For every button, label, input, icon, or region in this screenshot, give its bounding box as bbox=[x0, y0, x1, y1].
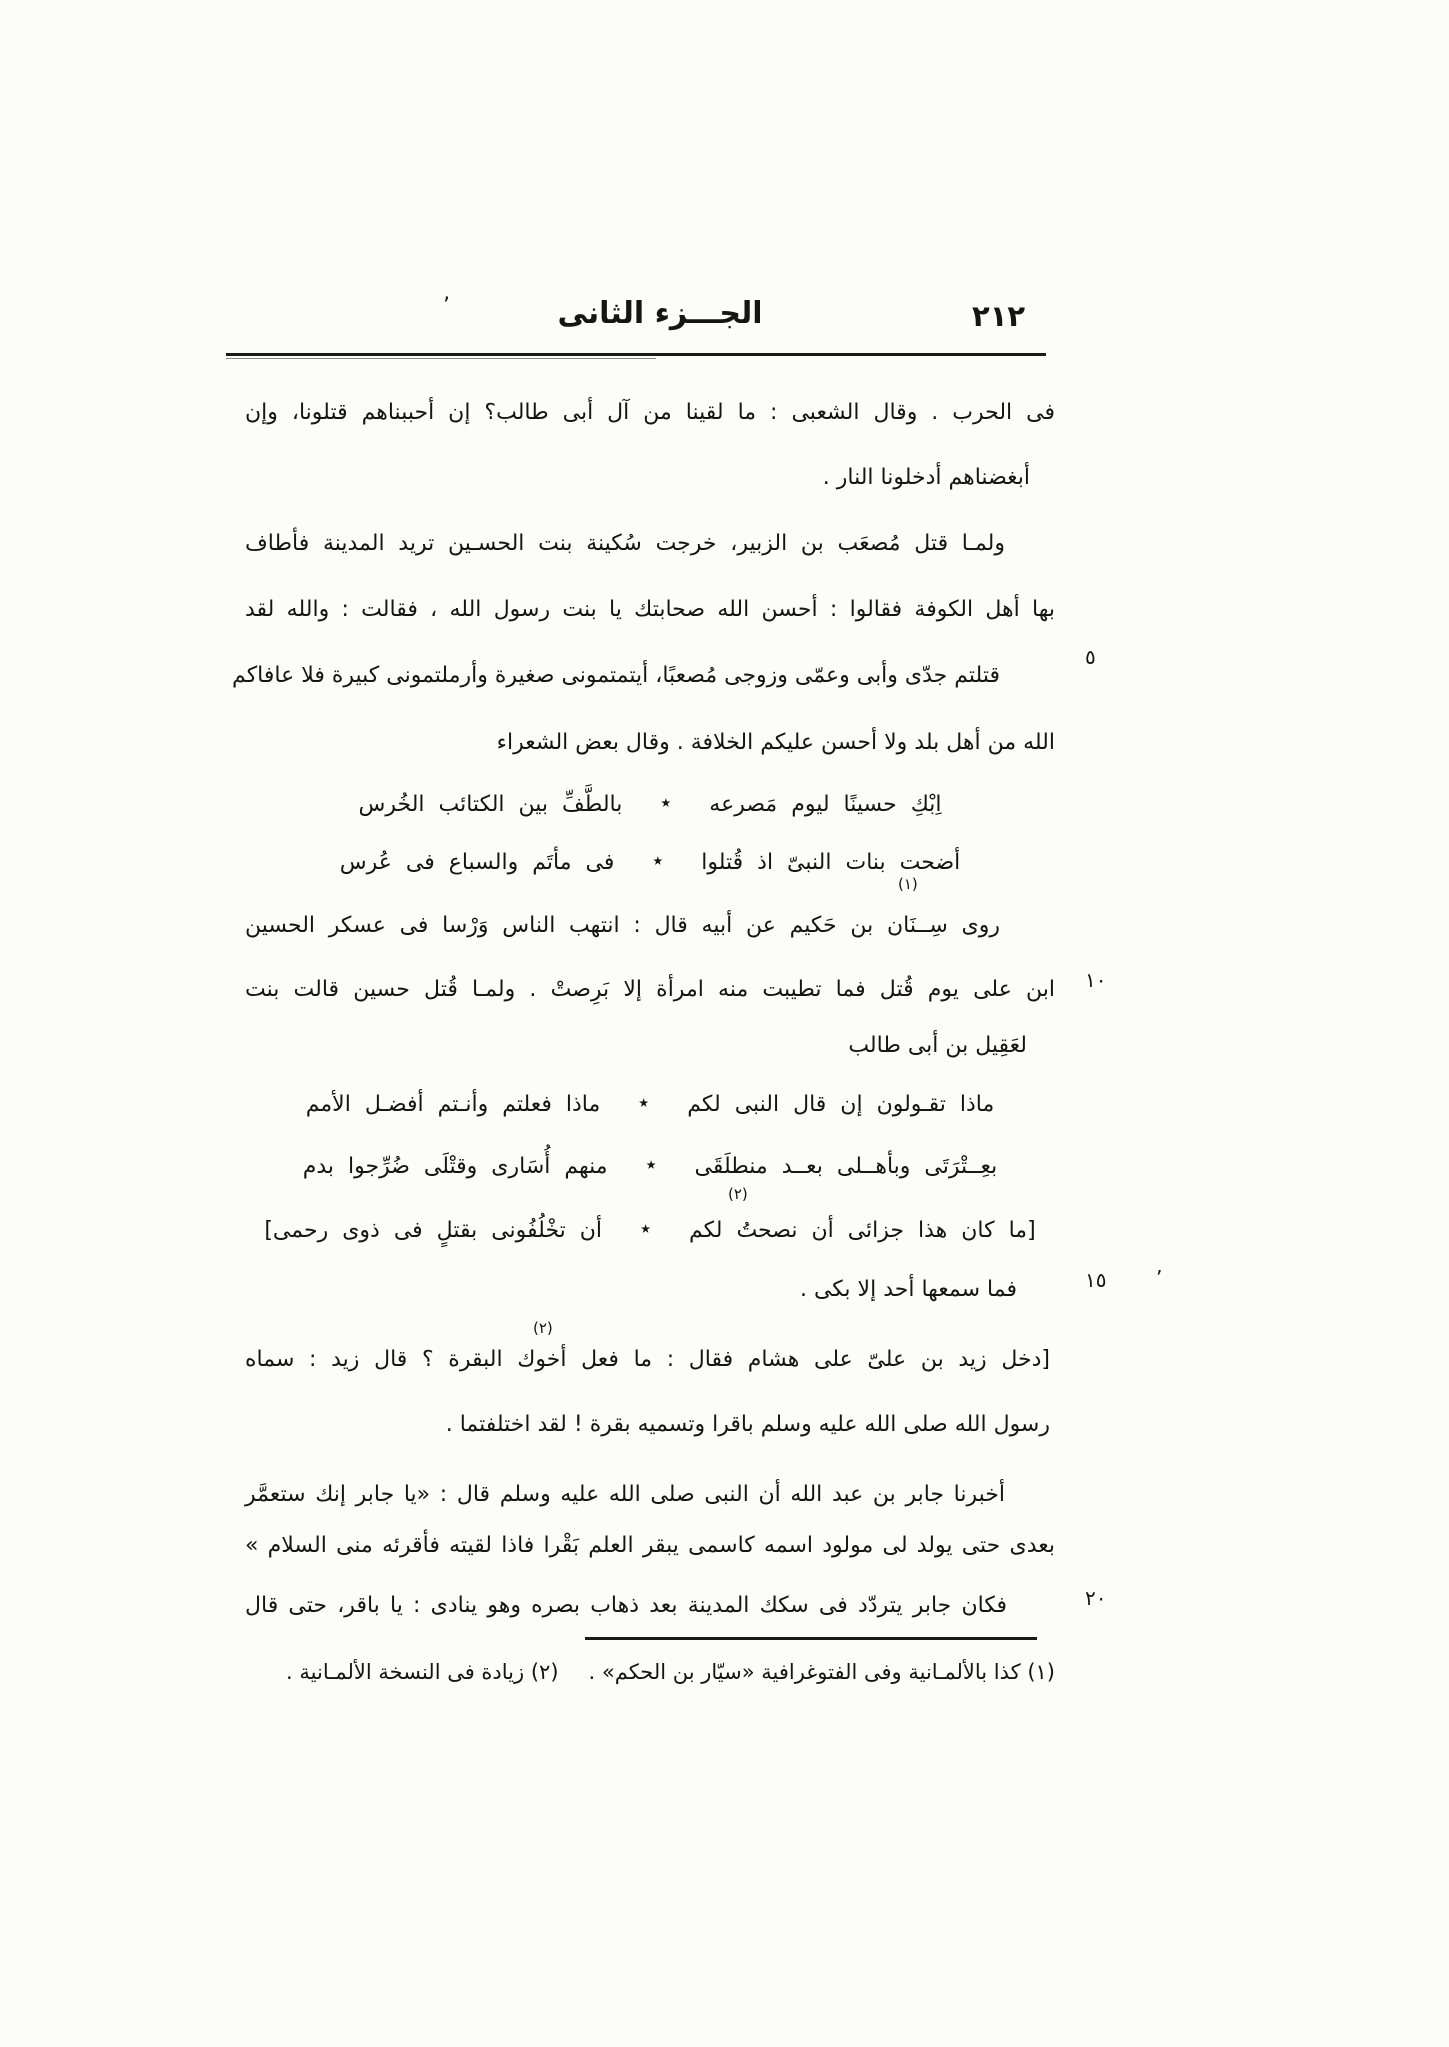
footnote bbox=[245, 1655, 1055, 1689]
margin-line-number: ٥ bbox=[1085, 645, 1096, 669]
verse-line bbox=[245, 784, 1055, 825]
hemistich-right: بعِــتْرَتَى وبأهــلى بعــد منطلَقَى bbox=[694, 1154, 998, 1179]
hemistich-left: بالطَّفِّ بين الكتائب الخُرس bbox=[358, 792, 623, 817]
hemistich-left: ماذا فعلتم وأنـتم أفضـل الأمم bbox=[305, 1092, 601, 1117]
text-line: قتلتم جدّى وأبى وعمّى وزوجى مُصعبًا، أيتمتمونى صغيرة وأرملتمونى كبيرة فلا عافاكم bbox=[232, 663, 1000, 688]
hemistich-separator-star: ٭ bbox=[660, 790, 672, 814]
footnote-item-2: (٢) زيادة فى النسخة الألمـانية . bbox=[286, 1660, 559, 1684]
hemistich-left: منهم أُسَارى وقتْلَى ضُرِّجوا بدم bbox=[302, 1154, 608, 1179]
page-number: ٢١٢ bbox=[972, 299, 1026, 333]
header-rule bbox=[226, 353, 1046, 356]
footnote-marker: (٢) bbox=[728, 1185, 748, 1203]
footnote-item-1: (١) كذا بالألمـانية وفى الفتوغرافية «سيّار بن الحكم» . bbox=[588, 1660, 1055, 1684]
text-line: أخبرنا جابر بن عبد الله أن النبى صلى الله عليه وسلم قال : «يا جابر إنك ستعمَّر bbox=[245, 1482, 1005, 1507]
margin-line-number: ١٥ bbox=[1085, 1268, 1107, 1292]
footnote-rule bbox=[585, 1637, 1037, 1640]
margin-line-number: ١٠ bbox=[1085, 968, 1107, 992]
header-rule-shadow bbox=[226, 358, 656, 359]
verse-line bbox=[245, 1084, 1055, 1125]
hemistich-separator-star: ٭ bbox=[638, 1090, 650, 1114]
page-title: الجـــزء الثانى bbox=[557, 296, 763, 331]
hemistich-right: أضحت بنات النبىّ اذ قُتلوا bbox=[701, 850, 961, 875]
text-line: بعدى حتى يولد لى مولود اسمه كاسمى يبقر العلم بَقْرا فاذا لقيته فأقرئه منى السلام » bbox=[245, 1533, 1055, 1558]
text-line: لعَقِيل بن أبى طالب bbox=[848, 1033, 1027, 1058]
verse-line bbox=[245, 1146, 1055, 1187]
text-line: ابن على يوم قُتل فما تطيبت منه امرأة إلا بَرِصتْ . ولمـا قُتل حسين قالت بنت bbox=[245, 977, 1055, 1002]
text-line: أبغضناهم أدخلونا النار . bbox=[822, 465, 1030, 490]
hemistich-separator-star: ٭ bbox=[652, 848, 664, 872]
text-line: فكان جابر يتردّد فى سكك المدينة بعد ذهاب بصره وهو ينادى : يا باقر، حتى قال bbox=[245, 1593, 1007, 1618]
text-line: فما سمعها أحد إلا بكى . bbox=[799, 1277, 1017, 1302]
text-line: بها أهل الكوفة فقالوا : أحسن الله صحابتك يا بنت رسول الله ، فقالت : والله لقد bbox=[245, 597, 1055, 622]
hemistich-separator-star: ٭ bbox=[645, 1152, 657, 1176]
footnote-marker: (١) bbox=[898, 875, 918, 893]
scan-speck: ’ bbox=[1156, 1266, 1163, 1290]
text-line: فى الحرب . وقال الشعبى : ما لقينا من آل أبى طالب؟ إن أحببناهم قتلونا، وإن bbox=[245, 400, 1055, 425]
text-line: روى سِــنَان بن حَكيم عن أبيه قال : انتهب الناس وَرْسا فى عسكر الحسين bbox=[245, 913, 1000, 938]
text-line: رسول الله صلى الله عليه وسلم باقرا وتسميه بقرة ! لقد اختلفتما . bbox=[445, 1412, 1050, 1437]
verse-line bbox=[245, 842, 1055, 883]
scan-speck: ’ bbox=[443, 294, 450, 319]
hemistich-right: [ما كان هذا جزائى أن نصحتُ لكم bbox=[688, 1218, 1036, 1243]
hemistich-right: ماذا تقـولون إن قال النبى لكم bbox=[687, 1092, 995, 1117]
text-line: ولمـا قتل مُصعَب بن الزبير، خرجت سُكينة بنت الحسـين تريد المدينة فأطاف bbox=[245, 531, 1005, 556]
hemistich-separator-star: ٭ bbox=[640, 1216, 651, 1240]
text-line: الله من أهل بلد ولا أحسن عليكم الخلافة . وقال بعض الشعراء bbox=[496, 730, 1055, 755]
hemistich-right: اِبْكِ حسينًا ليوم مَصرعه bbox=[709, 792, 942, 817]
hemistich-left: فى مأتَم والسباع فى عُرس bbox=[339, 850, 615, 875]
hemistich-left: أن تخْلُفُونى بقتلٍ فى ذوى رحمى] bbox=[264, 1218, 603, 1243]
footnote-marker: (٢) bbox=[533, 1319, 553, 1337]
verse-line bbox=[245, 1210, 1055, 1251]
margin-line-number: ٢٠ bbox=[1085, 1586, 1107, 1610]
text-line: [دخل زيد بن علىّ على هشام فقال : ما فعل أخوك البقرة ؟ قال زيد : سماه bbox=[245, 1347, 1050, 1372]
